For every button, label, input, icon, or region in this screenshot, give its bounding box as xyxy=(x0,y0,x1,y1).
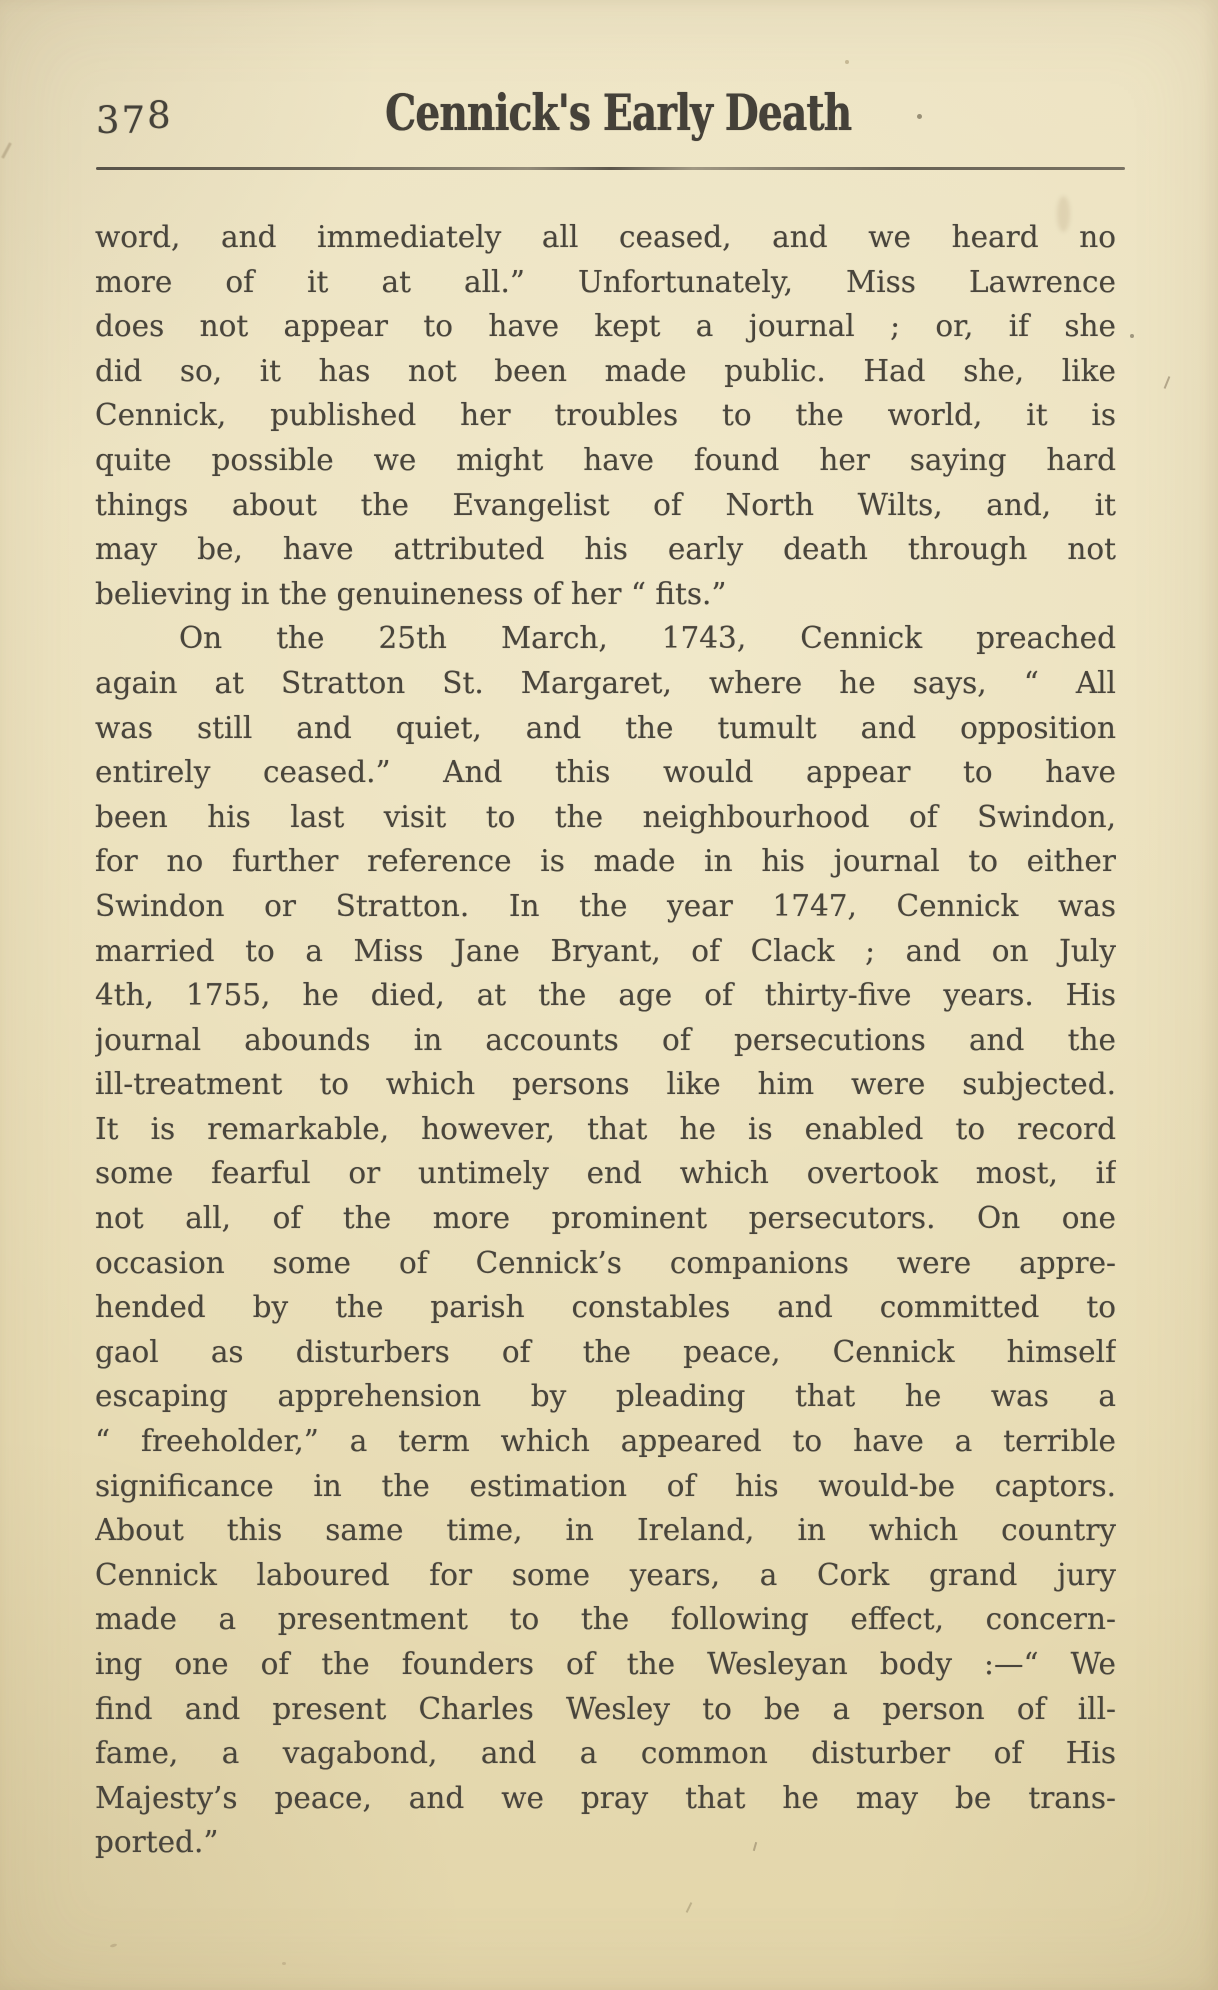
text-line: things about the Evangelist of North Wilts, and, it xyxy=(95,487,1116,522)
text-line: escaping apprehension by pleading that he was a xyxy=(95,1379,1116,1414)
text-line: gaol as disturbers of the peace, Cennick himself xyxy=(95,1334,1116,1369)
text-line: hended by the parish constables and committed to xyxy=(95,1290,1116,1325)
text-line: does not appear to have kept a journal ; or, if she xyxy=(95,309,1116,344)
text-line: ill-treatment to which persons like him were subjected. xyxy=(95,1067,1116,1102)
text-line: entirely ceased.” And this would appear to have xyxy=(95,755,1116,790)
text-line: Majesty’s peace, and we pray that he may be trans- xyxy=(95,1780,1116,1815)
text-line: did so, it has not been made public. Had she, like xyxy=(95,353,1116,388)
text-line: not all, of the more prominent persecutors. On one xyxy=(95,1201,1116,1236)
paper-scratch xyxy=(1164,376,1171,389)
page-number: 378 xyxy=(96,94,173,142)
paper-speck xyxy=(845,60,849,64)
text-line: ported.” xyxy=(95,1825,219,1860)
page-body xyxy=(95,215,1116,1865)
text-line: for no further reference is made in his journal to either xyxy=(95,844,1116,879)
text-line: occasion some of Cennick’s companions were appre- xyxy=(95,1245,1116,1280)
text-line: find and present Charles Wesley to be a person of ill- xyxy=(95,1691,1116,1726)
text-line: significance in the estimation of his would-be captors. xyxy=(95,1468,1116,1503)
text-line: Swindon or Stratton. In the year 1747, Cennick was xyxy=(95,888,1116,923)
text-line: fame, a vagabond, and a common disturber of His xyxy=(95,1736,1116,1771)
text-line: may be, have attributed his early death through not xyxy=(95,532,1116,567)
text-line: again at Stratton St. Margaret, where he says, “ All xyxy=(95,665,1116,700)
ink-dot xyxy=(1130,334,1134,338)
text-line: more of it at all.” Unfortunately, Miss Lawrence xyxy=(95,264,1116,299)
text-line: some fearful or untimely end which overtook most, if xyxy=(95,1156,1116,1191)
text-line: 4th, 1755, he died, at the age of thirty-five years. His xyxy=(95,978,1116,1013)
text-line: word, and immediately all ceased, and we heard no xyxy=(95,220,1116,254)
text-line: ing one of the founders of the Wesleyan body :—“ We xyxy=(95,1647,1116,1681)
text-line: quite possible we might have found her saying hard xyxy=(95,442,1116,477)
text-line: been his last visit to the neighbourhood of Swindon, xyxy=(95,799,1116,834)
paper-scratch xyxy=(686,1902,693,1913)
text-line: Cennick, published her troubles to the world, it is xyxy=(95,398,1116,433)
text-line: On the 25th March, 1743, Cennick preached xyxy=(179,621,1116,656)
text-line: married to a Miss Jane Bryant, of Clack ; and on July xyxy=(95,933,1116,968)
text-line: About this same time, in Ireland, in which country xyxy=(95,1513,1116,1548)
paper-speck xyxy=(110,1943,118,1948)
paper-scratch xyxy=(1,142,12,158)
header-rule xyxy=(96,167,1125,170)
paper-speck xyxy=(282,1962,286,1965)
text-line: believing in the genuineness of her “ fits.” xyxy=(95,576,727,611)
text-line: It is remarkable, however, that he is enabled to record xyxy=(95,1111,1116,1146)
text-line: was still and quiet, and the tumult and opposition xyxy=(95,710,1116,745)
running-head-title: Cennick's Early Death xyxy=(384,83,852,142)
text-line: made a presentment to the following effect, concern- xyxy=(95,1602,1116,1637)
text-line: “ freeholder,” a term which appeared to have a terrible xyxy=(95,1424,1116,1459)
text-line: Cennick laboured for some years, a Cork grand jury xyxy=(95,1557,1116,1592)
text-line: journal abounds in accounts of persecutions and the xyxy=(95,1022,1116,1057)
ink-dot xyxy=(917,114,922,119)
